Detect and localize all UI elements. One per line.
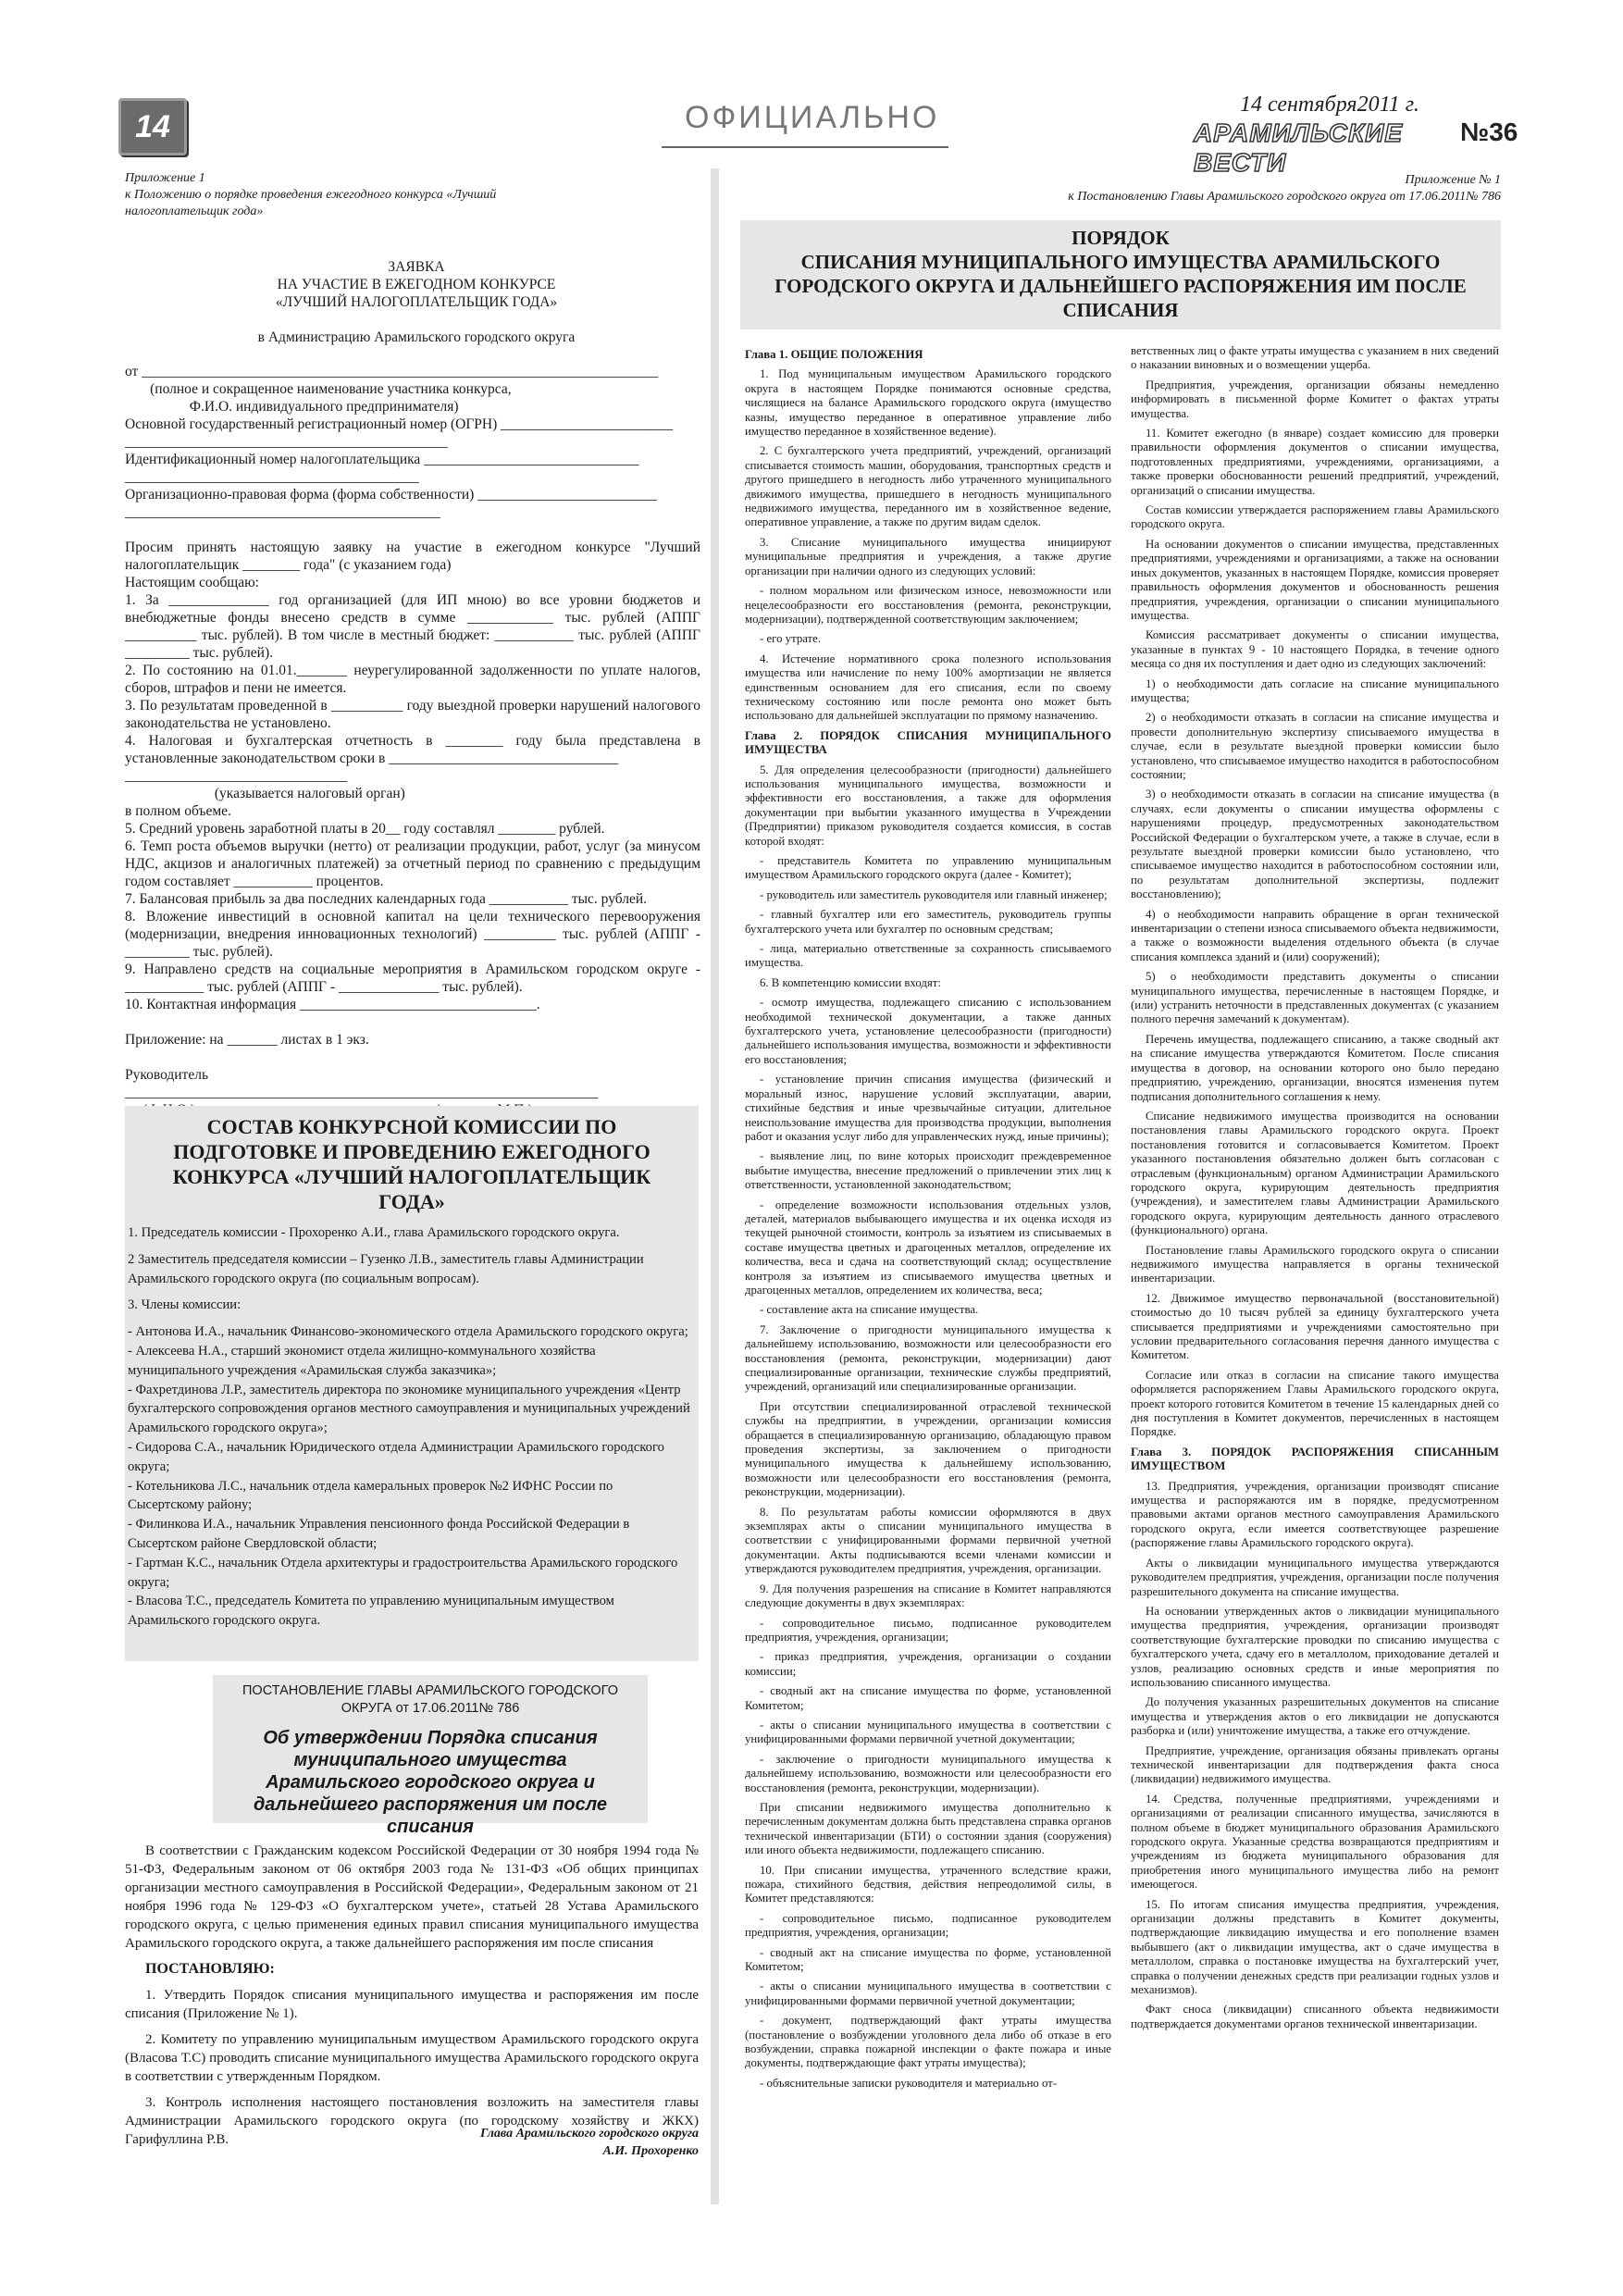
procedure-column-2	[1131, 344, 1499, 2037]
application-form	[125, 363, 704, 1119]
form-line	[125, 521, 700, 539]
procedure-paragraph: - составление акта на списание имущества.	[760, 1303, 979, 1317]
procedure-paragraph: Постановление главы Арамильского городского округа о списании недвижимого имущества направляется в органы технической инвентаризации.	[1131, 1243, 1499, 1285]
section-label: ОФИЦИАЛЬНО	[685, 100, 940, 135]
issue-date: 14 сентября2011 г.	[1240, 93, 1419, 117]
procedure-paragraph: Комиссия рассматривает документы о списании имущества, указанные в пунктах 9 - 10 настоящего Порядка, в течение одного месяца со дня их поступления и дает одно из следующих заключений:	[1131, 628, 1499, 671]
procedure-paragraph: - сопроводительное письмо, подписанное руководителем предприятия, учреждения, организации;	[745, 1911, 1111, 1940]
procedure-paragraph: 5. Для определения целесообразности (пригодности) дальнейшего использования муниципального имущества, возможности и эффективности его восстановления, а также для оформления документации при выбытии указанного имущества в Учреждении (Предприятии) приказом руководителя создается комиссия, в состав которой входят:	[745, 763, 1111, 848]
commission-list	[128, 1223, 692, 1631]
procedure-paragraph: 15. По итогам списания имущества предприятия, учреждения, организации должны представить в Комитет документы, подтверждающие ликвидацию имущества и его пополнение взамен выбывшего (акт о ликвидации имущества, акт о сдаче имущества в металлолом, справка о постановке имущества на бухгалтерский учет, справка о получении денежных средств при реализации годных узлов и механизмов).	[1131, 1897, 1499, 1997]
procedure-paragraph: Списание недвижимого имущества производится на основании постановления главы Арамильского городского округа. Проект постановления готовится и согласовывается Комитетом. Проект указанного постановления обязательно должен быть согласован с отраслевым (функциональным) органом Администрации Арамильского городского округа, курирующим деятельность предприятия (учреждения), и заместителем главы Администрации Арамильского городского округа, курирующим деятельность данного отраслевого (функционального) органа.	[1131, 1109, 1499, 1237]
form-line: 6. Темп роста объемов выручки (нетто) от реализации продукции, работ, услуг (за минусом НДС, акцизов и аналогичных платежей) за отчетный период по сравнению с предыдущим годом составляет ___________ процентов.	[125, 838, 704, 889]
procedure-paragraph: Предприятия, учреждения, организации обязаны немедленно информировать в письменной форме Комитет о фактах утраты имущества.	[1131, 378, 1499, 420]
form-line: 7. Балансовая прибыль за два последних календарных года ___________ тыс. рублей.	[125, 891, 648, 907]
page-number-badge: 14	[118, 98, 187, 155]
form-line: Просим принять настоящую заявку на участие в ежегодном конкурсе "Лучший налогоплательщик ________ года" (с указанием года)	[125, 540, 704, 573]
form-line: 8. Вложение инвестиций в основной капитал на цели технического перевооружения (модернизации, внедрения инновационных технологий) __________ тыс. рублей (АППГ - _________ тыс. рублей).	[125, 909, 704, 960]
form-line: __________________________________________________________________	[125, 1085, 599, 1100]
procedure-paragraph: До получения указанных разрешительных документов на списание имущества и утверждения актов о его ликвидации не допускаются разборка и (или) уничтожение имущества, а также его отчуждение.	[1131, 1695, 1499, 1738]
procedure-paragraph: 13. Предприятия, учреждения, организации производят списание имущества и распоряжаются им в порядке, предусмотренном правовыми актами органов местного самоуправления Арамильского городского округа, если имеется соответствующее разрешение (распоряжение главы Арамильского городского округа).	[1131, 1479, 1499, 1550]
procedure-paragraph: При списании недвижимого имущества дополнительно к перечисленным документам должна быть представлена справка органов технической инвентаризации (БТИ) о состоянии здания (сооружения) или иного объекта недвижимости, подлежащего списанию.	[745, 1800, 1111, 1857]
commission-member: - Антонова И.А., начальник Финансово-экономического отдела Арамильского городского округа;	[128, 1324, 688, 1340]
procedure-paragraph: 1) о необходимости дать согласие на списание муниципального имущества;	[1131, 676, 1499, 704]
commission-member: 2 Заместитель председателя комиссии – Гузенко Л.В., заместитель главы Администрации Арамильского городского округа (по социальным вопросам).	[128, 1251, 644, 1286]
commission-member: - Фахретдинова Л.Р., заместитель директора по экономике муниципального учреждения «Центр бухгалтерского сопровождения органов местного самоуправления и муниципальных учреждений Арамильского городского округа»;	[128, 1382, 690, 1436]
procedure-paragraph: - объяснительные записки руководителя и материально от-	[760, 2076, 1058, 2090]
procedure-paragraph: 10. При списании имущества, утраченного вследствие кражи, пожара, стихийного бедствия, действия непреодолимой силы, в Комитет представляются:	[745, 1863, 1111, 1905]
procedure-paragraph: 4. Истечение нормативного срока полезного использования имущества или начисление по нему 100% амортизации не является единственным основанием для его списания, если по своему техническому состоянию или после ремонта оно может быть использовано для дальнейшей эксплуатации по прямому назначению.	[745, 652, 1111, 723]
decree-title: Об утверждении Порядка списания муниципального имущества Арамильского городского округа и дальнейшего распоряжения им после списания	[253, 1728, 608, 1837]
column-divider	[711, 168, 719, 2204]
procedure-paragraph: При отсутствии специализированной отраслевой технической службы на предприятии, в учреждении, организации комиссия обращается в специализированную организацию, обладающую правом проведения экспертизы, за заключением о пригодности муниципального имущества к дальнейшему использованию, возможности или целесообразности его восстановления (ремонта, реконструкции, модернизации).	[745, 1399, 1111, 1499]
decree-body	[125, 1842, 699, 2156]
procedure-paragraph: 4) о необходимости направить обращение в орган технической инвентаризации о степени износа списываемого объекта недвижимости, а также о возможности выделения отдельного объекта (в случае списания комплекса зданий и (или) сооружений);	[1131, 907, 1499, 963]
procedure-paragraph: На основании документов о списании имущества, представленных предприятиями, учреждениями и организациями, а также на основании иных документов, указанных в настоящем Порядке, комиссия проверяет правильность оформления документов и обоснованность решения предприятия, учреждения, организации о списании муниципального имущества.	[1131, 537, 1499, 622]
form-line: (полное и сокращенное наименование участника конкурса,	[125, 381, 512, 397]
form-line	[125, 1013, 700, 1031]
procedure-paragraph: - полном моральном или физическом износе, невозможности или нецелесообразности его восстановления (ремонта, реконструкции, модернизации), подтвержденной соответствующим заключением;	[745, 584, 1111, 626]
commission-member: - Власова Т.С., председатель Комитета по управлению муниципальным имуществом Арамильского городского округа.	[128, 1594, 614, 1629]
procedure-paragraph: - сводный акт на списание имущества по форме, установленной Комитетом;	[745, 1684, 1111, 1712]
form-line: 4. Налоговая и бухгалтерская отчетность в ________ году была представлена в установленные законодательством сроки в ________________________________	[125, 733, 704, 766]
procedure-paragraph: - представитель Комитета по управлению муниципальным имуществом Арамильского городского округа (далее - Комитет);	[745, 854, 1111, 882]
decree-header: ПОСТАНОВЛЕНИЕ ГЛАВЫ АРАМИЛЬСКОГО ГОРОДСКОГО ОКРУГА от 17.06.2011№ 786	[242, 1683, 618, 1716]
form-line: 10. Контактная информация _________________________________.	[125, 997, 540, 1012]
procedure-paragraph: - приказ предприятия, учреждения, организации о создании комиссии;	[745, 1650, 1111, 1678]
procedure-paragraph: 9. Для получения разрешения на списание в Комитет направляются следующие документы в двух экземплярах:	[745, 1582, 1111, 1610]
form-line: в полном объеме.	[125, 803, 231, 819]
attachment-note-left: Приложение 1 к Положению о порядке проведения ежегодного конкурса «Лучший налогоплательщик года»	[125, 171, 497, 218]
form-line: _____________________________________________	[125, 434, 448, 450]
commission-member: 1. Председатель комиссии - Прохоренко А.И., глава Арамильского городского округа.	[128, 1225, 620, 1240]
decree-resolve-heading: ПОСТАНОВЛЯЮ:	[145, 1961, 275, 1977]
chapter-heading: Глава 3. ПОРЯДОК РАСПОРЯЖЕНИЯ СПИСАННЫМ ИМУЩЕСТВОМ	[1131, 1445, 1499, 1473]
form-line: от ________________________________________________________________________	[125, 364, 659, 379]
form-line: Организационно-правовая форма (форма собственности) _________________________	[125, 487, 657, 503]
procedure-paragraph: - документ, подтверждающий факт утраты имущества (постановление о возбуждении уголовного дела либо об отказе в его возбуждении, справка пожарной инспекции о факте пожара и иные документы, подтверждающие факт утраты имущества);	[745, 2014, 1111, 2070]
procedure-paragraph: ветственных лиц о факте утраты имущества с указанием в них сведений о наказании виновных и о возмещении ущерба.	[1131, 344, 1499, 372]
newspaper-name: АРАМИЛЬСКИЕ ВЕСТИ	[1194, 118, 1404, 177]
procedure-paragraph: - выявление лиц, по вине которых происходит преждевременное выбытие имущества, внесение предложений о привлечении этих лиц к ответственности, установленной законодательством;	[745, 1149, 1111, 1192]
procedure-title: ПОРЯДОК СПИСАНИЯ МУНИЦИПАЛЬНОГО ИМУЩЕСТВА АРАМИЛЬСКОГО ГОРОДСКОГО ОКРУГА И ДАЛЬНЕЙШЕГО РАСПОРЯЖЕНИЯ ИМ ПОСЛЕ СПИСАНИЯ	[774, 227, 1467, 321]
procedure-paragraph: Перечень имущества, подлежащего списанию, а также сводный акт на списание имущества утверждаются Комитетом. После списания имущества в договор, на основании которого оно было передано предприятию, учреждению, организации, вносятся изменения путем подписания дополнительного соглашения к нему.	[1131, 1032, 1499, 1103]
commission-member: - Сидорова С.А., начальник Юридического отдела Администрации Арамильского городского округа;	[128, 1439, 664, 1474]
commission-title: СОСТАВ КОНКУРСНОЙ КОМИССИИ ПО ПОДГОТОВКЕ И ПРОВЕДЕНИЮ ЕЖЕГОДНОГО КОНКУРСА «ЛУЧШИЙ НАЛОГОПЛАТЕЛЬЩИК ГОДА»	[172, 1115, 651, 1213]
form-line: 2. По состоянию на 01.01._______ неурегулированной задолженности по уплате налогов, сборов, штрафов и пени не имеется.	[125, 663, 704, 696]
procedure-paragraph: 1. Под муниципальным имуществом Арамильского городского округа в настоящем Порядке понимаются основные средства, числящиеся на балансе Арамильского городского округа (имущество казны, имущество переданное в оперативное управление либо имущество переданное в хозяйственное ведение).	[745, 367, 1111, 439]
decree-signature: Глава Арамильского городского округа А.И. Прохоренко	[480, 2127, 699, 2158]
procedure-paragraph: 6. В компетенцию комиссии входят:	[760, 975, 941, 989]
procedure-paragraph: - сводный акт на списание имущества по форме, установленной Комитетом;	[745, 1945, 1111, 1974]
form-line: (указывается налоговый орган)	[125, 786, 405, 801]
chapter-heading: Глава 2. ПОРЯДОК СПИСАНИЯ МУНИЦИПАЛЬНОГО ИМУЩЕСТВА	[745, 728, 1111, 757]
attachment-note-right: Приложение № 1 к Постановлению Главы Арамильского городского округа от 17.06.2011№ 786	[1068, 173, 1501, 204]
procedure-paragraph: - установление причин списания имущества (физический и моральный износ, нарушение условий эксплуатации, аварии, стихийные бедствия и иные чрезвычайные ситуации, длительное неиспользование имущества для производства продукции, выполнения работ и оказания услуг либо для управленческих нужд, иные причины);	[745, 1073, 1111, 1143]
commission-member: - Алексеева Н.А., старший экономист отдела жилищно-коммунального хозяйства муниципального учреждения «Арамильская служба заказчика»;	[128, 1343, 596, 1378]
form-line: _______________________________	[125, 768, 348, 784]
chapter-heading: Глава 1. ОБЩИЕ ПОЛОЖЕНИЯ	[745, 348, 923, 361]
form-line: Настоящим сообщаю:	[125, 575, 259, 590]
procedure-paragraph: Состав комиссии утверждается распоряжением главы Арамильского городского округа.	[1131, 503, 1499, 531]
procedure-paragraph: 3) о необходимости отказать в согласии на списание имущества (в случаях, если документы о списании имущества оформлены с нарушениями процедур, предусмотренных законодательством Российской Федерации о бухгалтерском учете, а также в случае, если в результате выездной проверки комиссии было установлено, что списываемое имущество находится в работоспособном состоянии или, по результатам дополнительной экспертизы, подлежит восстановлению);	[1131, 788, 1499, 901]
decree-paragraph: В соответствии с Гражданским кодексом Российской Федерации от 30 ноября 1994 года № 51-ФЗ, Федеральным законом от 06 октября 2003 года № 131-ФЗ «Об общих принципах организации местного самоуправления в Российской Федерации», Федеральным законом от 21 ноября 1996 года № 129-ФЗ «О бухгалтерском учете», статьей 28 Устава Арамильского городского округа, с целью применения единых правил списания муниципального имущества Арамильского городского округа, а также дальнейшего распоряжения им после списания	[125, 1843, 699, 1951]
procedure-paragraph: 7. Заключение о пригодности муниципального имущества к дальнейшему использованию, возможности или целесообразности его восстановления (ремонта, реконструкции, модернизации) дают специализированные организации, технические службы предприятий, учреждений, организаций или специализированные организации.	[745, 1322, 1111, 1394]
procedure-paragraph: Факт сноса (ликвидации) списанного объекта недвижимости подтверждается документами органов технической инвентаризации.	[1131, 2003, 1499, 2030]
form-line: Основной государственный регистрационный номер (ОГРН) ________________________	[125, 416, 674, 432]
form-line: Идентификационный номер налогоплательщика ______________________________	[125, 452, 639, 467]
issue-number: №36	[1460, 118, 1518, 146]
procedure-paragraph: - осмотр имущества, подлежащего списанию с использованием необходимой технической документации, а также данных бухгалтерского учета, установление целесообразности (пригодности) дальнейшего использования имущества, возможности и эффективности его восстановления;	[745, 996, 1111, 1066]
commission-member: - Гартман К.С., начальник Отдела архитектуры и градостроительства Арамильского городского округа;	[128, 1555, 678, 1590]
decree-paragraph: 2. Комитету по управлению муниципальным имуществом Арамильского городского округа (Власова Т.С) проводить списание муниципального имущества Арамильского городского округа в соответствии с утвержденным Порядком.	[125, 2032, 699, 2084]
procedure-paragraph: Согласие или отказ в согласии на списание такого имущества оформляется распоряжением Главы Арамильского городского округа, проект которого готовится Комитетом в течение 15 календарных дней со дня поступления в Комитет документов, перечисленных в настоящем Порядке.	[1131, 1368, 1499, 1439]
decree-paragraph: 3. Контроль исполнения настоящего постановления возложить на заместителя главы Администрации Арамильского городского округа (по городскому хозяйству и ЖКХ) Гарифуллина Р.В.	[125, 2095, 699, 2147]
commission-member: - Филинкова И.А., начальник Управления пенсионного фонда Российской Федерации в Сысертском районе Свердловской области;	[128, 1517, 630, 1551]
form-line: 5. Средний уровень заработной платы в 20__ году составлял ________ рублей.	[125, 821, 605, 837]
form-line: _________________________________________	[125, 469, 419, 485]
commission-member: - Котельникова Л.С., начальник отдела камеральных проверок №2 ИФНС России по Сысертскому району;	[128, 1478, 613, 1513]
commission-member: 3. Члены комиссии:	[128, 1297, 242, 1313]
form-recipient: в Администрацию Арамильского городского округа	[257, 329, 576, 345]
procedure-paragraph: 14. Средства, полученные предприятиями, учреждениями и организациями от реализации списанного имущества, зачисляются в полном объеме в бюджет муниципального образования Арамильского городского округа. Указанные средства возвращаются предприятиям и учреждениям из бюджета муниципального образования для приобретения иного муниципального имущества либо на ремонт имеющегося.	[1131, 1792, 1499, 1892]
procedure-paragraph: - главный бухгалтер или его заместитель, руководитель группы бухгалтерского учета или бухгалтер по основным средствам;	[745, 908, 1111, 936]
procedure-paragraph: - заключение о пригодности муниципального имущества к дальнейшему использованию, возможности или целесообразности его восстановления (ремонта, реконструкции, модернизации).	[745, 1752, 1111, 1794]
form-title: ЗАЯВКА НА УЧАСТИЕ В ЕЖЕГОДНОМ КОНКУРСЕ «ЛУЧШИЙ НАЛОГОПЛАТЕЛЬЩИК ГОДА»	[275, 259, 558, 310]
procedure-paragraph: 11. Комитет ежегодно (в январе) создает комиссию для проверки правильности оформления документов о списании имущества, подготовленных предприятиями, учреждениями, организациями, а также проверки обоснованности решений предприятий, учреждений, организаций о списании имущества.	[1131, 427, 1499, 497]
procedure-paragraph: 8. По результатам работы комиссии оформляются в двух экземплярах акты о списании муниципального имущества в соответствии с унифицированными формами первичной учетной документации. Акты подписываются всеми членами комиссии и утверждаются руководителем предприятия, учреждения, организации.	[745, 1505, 1111, 1576]
procedure-paragraph: На основании утвержденных актов о ликвидации муниципального имущества предприятия, учреждения, организации производят соответствующие бухгалтерские проводки по списанию имущества с бухгалтерского учета, сдачу его в металлолом, приходование деталей и узлов, реализацию основных средств и иные мероприятия по использованию списанного имущества.	[1131, 1604, 1499, 1689]
procedure-paragraph: 3. Списание муниципального имущества инициируют муниципальные предприятия и учреждения, а также другие организации при наличии одного из следующих условий:	[745, 535, 1111, 577]
procedure-column-1	[745, 344, 1111, 2096]
procedure-paragraph: - акты о списании муниципального имущества в соответствии с унифицированными формами первичной учетной документации;	[745, 1718, 1111, 1746]
procedure-paragraph: 5) о необходимости представить документы о списании муниципального имущества, перечисленные в настоящем Порядке, и (или) устранить неточности в представленных документах (с указанием полного перечня замечаний к документам).	[1131, 970, 1499, 1026]
form-line: ____________________________________________	[125, 504, 440, 520]
procedure-paragraph: 2. С бухгалтерского учета предприятий, учреждений, организаций списывается стоимость машин, оборудования, транспортных средств и другого пришедшего в негодность либо утраченного муниципального движимого имущества, пришедшего в негодность муниципального недвижимого имущества, переданного им в хозяйственное ведение, оперативное управление, а также по другим видам сделок.	[745, 444, 1111, 529]
procedure-paragraph: - акты о списании муниципального имущества в соответствии с унифицированными формами первичной учетной документации;	[745, 1980, 1111, 2007]
procedure-paragraph: - определение возможности использования отдельных узлов, деталей, материалов выбывающего имущества и их оценка исходя из текущей рыночной стоимости, контроль за изъятием из списываемых в составе имущества цветных и драгоценных металлов, определение их количества, веса и сдача на соответствующий склад; осуществление контроля за изъятием из списываемого имущества цветных и драгоценных металлов, определением их количества, веса;	[745, 1198, 1111, 1297]
procedure-paragraph: Акты о ликвидации муниципального имущества утверждаются руководителем предприятия, учреждения, организации после получения разрешительного документа на списание имущества.	[1131, 1556, 1499, 1598]
procedure-paragraph: - лица, материально ответственные за сохранность списываемого имущества.	[745, 942, 1111, 970]
procedure-paragraph: 2) о необходимости отказать в согласии на списание имущества и провести дополнительную экспертизу списываемого имущества в случае, если в результате выездной проверки комиссии было установлено, что списываемое имущество находится в работоспособном состоянии;	[1131, 711, 1499, 781]
form-line: 3. По результатам проведенной в __________ году выездной проверки нарушений налогового законодательства не установлено.	[125, 698, 704, 731]
form-line: Ф.И.О. индивидуального предпринимателя)	[125, 399, 459, 415]
decree-paragraph: 1. Утвердить Порядок списания муниципального имущества и распоряжения им после списания (Приложение № 1).	[125, 1988, 699, 2021]
procedure-paragraph: Предприятие, учреждение, организация обязаны привлекать органы технической инвентаризации для подтверждения факта сноса (ликвидации) недвижимого имущества.	[1131, 1744, 1499, 1786]
procedure-paragraph: - его утрате.	[760, 632, 822, 646]
section-underline	[662, 146, 948, 148]
form-line: Руководитель	[125, 1067, 209, 1083]
procedure-paragraph: - руководитель или заместитель руководителя или главный инженер;	[760, 887, 1108, 901]
procedure-paragraph: 12. Движимое имущество первоначальной (восстановительной) стоимостью до 10 тысяч рублей за единицу бухгалтерского учета списывается предприятиями и учреждениями самостоятельно при условии предварительного согласования перечня данного имущества с Комитетом.	[1131, 1291, 1499, 1362]
form-line: 1. За ______________ год организацией (для ИП мною) во все уровни бюджетов и внебюджетные фонды внесено средств в сумме ____________ тыс. рублей (АППГ __________ тыс. рублей). В том числе в местный бюджет: ___________ тыс. рублей (АППГ _________ тыс. рублей).	[125, 592, 704, 661]
form-line: Приложение: на _______ листах в 1 экз.	[125, 1032, 369, 1048]
procedure-paragraph: - сопроводительное письмо, подписанное руководителем предприятия, учреждения, организации;	[745, 1616, 1111, 1644]
form-line: 9. Направлено средств на социальные мероприятия в Арамильском городском округе - ___________ тыс. рублей (АППГ - ______________ тыс. рублей).	[125, 962, 704, 995]
form-line	[125, 1049, 700, 1066]
